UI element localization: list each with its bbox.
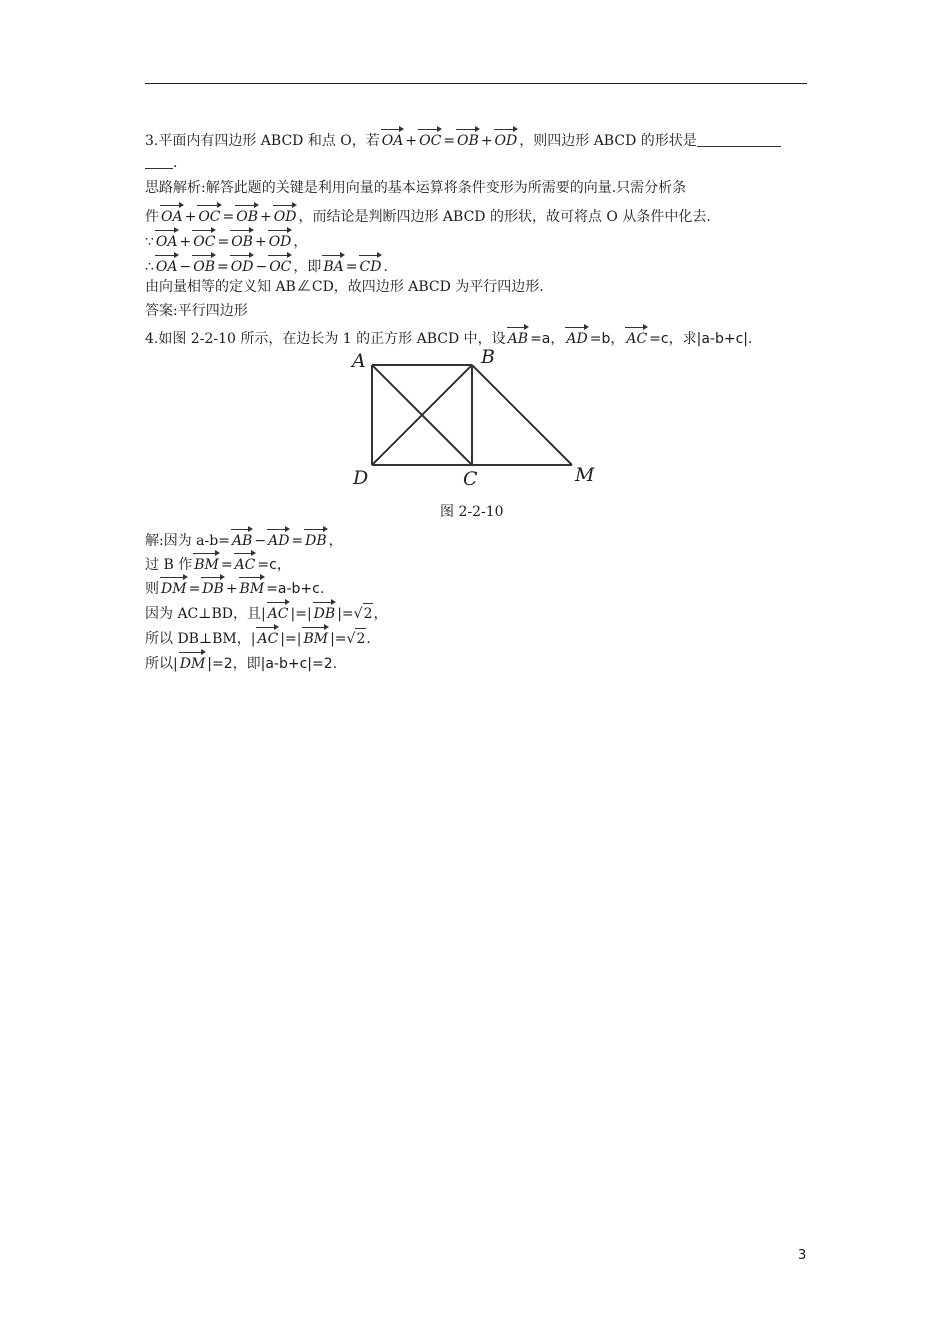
label-d: D [353,467,369,489]
header-rule [145,83,807,84]
q3-stem-cont: . [145,153,177,173]
q4-solution-6: 所以| DM |=2，即|a-b+c|=2. [145,650,337,674]
sqrt-expression: √2 [347,628,367,649]
sqrt-expression: √2 [354,603,374,624]
q3-analysis-1: 思路解析:解答此题的关键是利用向量的基本运算将条件变形为所需要的向量.只需分析条 [145,180,687,196]
q4-solution-1: 解:因为 a-b= AB − AD = DB ， [145,527,343,551]
label-a: A [352,350,366,372]
label-c: C [463,468,478,490]
label-b: B [481,346,495,368]
q3-conclusion: 由向量相等的定义知 AB CD，故四边形 ABCD 为平行四边形. [145,279,544,295]
q4-solution-4: 因为 AC⊥BD，且| AC |=| DB |=√2， [145,600,387,624]
figure-caption: 图 2-2-10 [440,504,504,520]
q3-therefore: ∴ OA − OB = OD − OC ，即 BA = CD . [145,253,388,277]
label-m: M [575,464,595,486]
q4-solution-3: 则 DM = DB + BM =a-b+c. [145,575,324,599]
answer-blank [697,132,781,147]
q3-because: ∵ OA + OC = OB + OD ， [145,228,307,252]
q3-stem: 3.平面内有四边形 ABCD 和点 O，若 OA + OC = OB + OD ，则四边形 ABCD 的形状是 [145,127,781,151]
q4-stem: 4.如图 2-2-10 所示，在边长为 1 的正方形 ABCD 中，设 AB =a， AD =b， AC =c，求|a-b+c|. [145,325,752,349]
page-number: 3 [798,1248,807,1263]
q4-solution-5: 所以 DB⊥BM，| AC |=| BM |=√2. [145,625,371,649]
parallel-equal-icon [296,278,312,292]
segment-bm [472,365,572,465]
answer-blank-cont [145,154,173,169]
q3-analysis-2: 件 OA + OC = OB + OD ，而结论是判断四边形 ABCD 的形状，故可将点 O 从条件中化去. [145,203,711,227]
q3-answer: 答案:平行四边形 [145,303,248,319]
square-figure [348,345,608,490]
q4-solution-2: 过 B 作 BM = AC =c， [145,551,291,575]
